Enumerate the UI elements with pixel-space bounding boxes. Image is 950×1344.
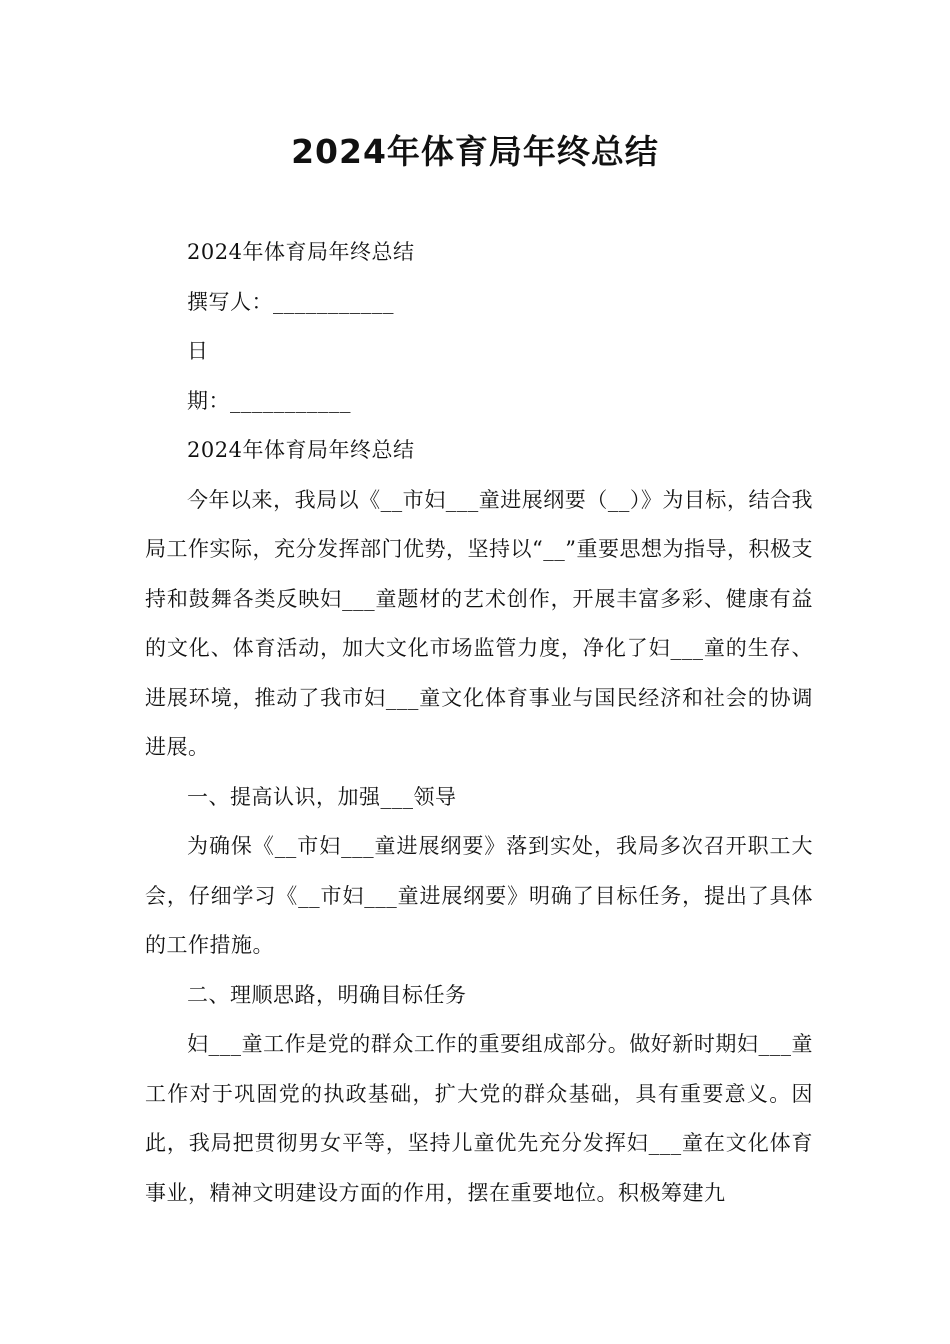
paragraph: 今年以来，我局以《__市妇___童进展纲要（__）》为目标，结合我局工作实际，充分发挥部门优势，坚持以“__”重要思想为指导，积极支持和鼓舞各类反映妇___童题材的艺术创作，开展丰富多彩、健康有益的文化、体育活动，加大文化市场监管力度，净化了妇___童的生存、进展环境，推动了我市妇___童文化体育事业与国民经济和社会的协调进展。	[145, 487, 813, 759]
date-line-1: 日	[187, 339, 209, 363]
document-body	[145, 228, 813, 1218]
author-line: 撰写人：___________	[187, 289, 394, 314]
document-title: 2024年体育局年终总结	[291, 132, 659, 171]
date-line-2: 期：___________	[187, 388, 351, 413]
paragraph: 为确保《__市妇___童进展纲要》落到实处，我局多次召开职工大会，仔细学习《__市妇___童进展纲要》明确了目标任务，提出了具体的工作措施。	[145, 834, 813, 957]
repeat-title-line: 2024年体育局年终总结	[187, 438, 415, 462]
section-heading: 二、理顺思路，明确目标任务	[187, 982, 467, 1007]
paragraph: 妇___童工作是党的群众工作的重要组成部分。做好新时期妇___童工作对于巩固党的执政基础，扩大党的群众基础，具有重要意义。因此，我局把贯彻男女平等，坚持儿童优先充分发挥妇___童在文化体育事业，精神文明建设方面的作用，摆在重要地位。积极筹建九	[145, 1032, 813, 1205]
section-heading: 一、提高认识，加强___领导	[187, 784, 457, 809]
subtitle-line: 2024年体育局年终总结	[187, 240, 415, 264]
